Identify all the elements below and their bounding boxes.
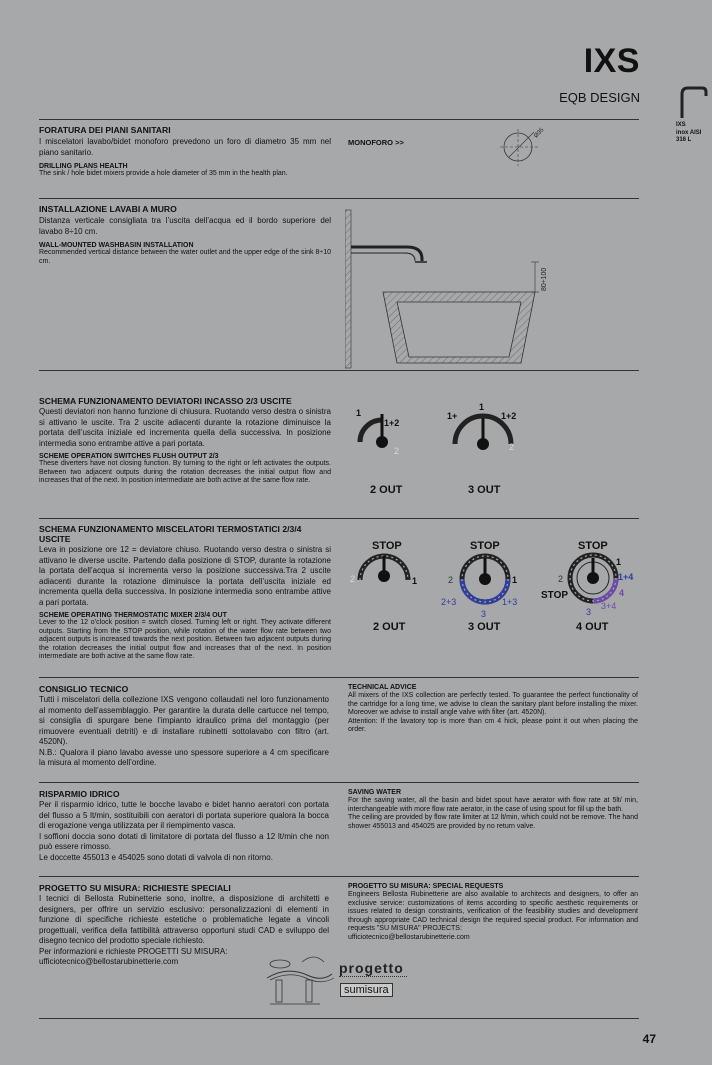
faucets-sketch-icon	[262, 950, 337, 1010]
dial-label: 1+4	[618, 572, 634, 582]
side-label-line: inox AISI	[676, 129, 702, 136]
advice-en-text: All mixers of the IXS collection are perfectly tested. To guarantee the perfect functionality of the cartridge for a long time, we advise to clean the sanitary plant before installing the mixer. Moreover we advise to install angle valve with filter (art. 4520N).	[348, 692, 638, 717]
thermo-2out-dial	[350, 536, 430, 596]
dial-label: 1	[512, 575, 518, 585]
dial-label: 3+4	[601, 601, 617, 611]
dial-label: 1+3	[502, 597, 518, 607]
custom-en-title: PROGETTO SU MISURA: SPECIAL REQUESTS	[348, 883, 504, 890]
thermostatic-en-text: Lever to the 12 o’clock position = switch closed. Turning left or right. They activate different outputs. Starting from the STOP position, while rotation of the water flow rate between two adjacent outputs is increased towards the next position. Between two adjacent outputs during the rotation decreases the initial output flow and increases that of the next. In position intermediate are both active at the same flow rate.	[39, 619, 331, 661]
drilling-title: FORATURA DEI PIANI SANITARI	[39, 125, 171, 135]
drilling-en-text: The sink / hole bidet mixers provide a hole diameter of 35 mm in the health plan.	[39, 170, 288, 177]
dial-label: 2+3	[441, 597, 457, 607]
logo-sumisura: sumisura	[340, 983, 393, 997]
divider	[39, 1018, 639, 1019]
diverters-en-text: These diverters have not closing function. By turning to the right or left activates the outputs. Between two adjacent outputs during the rotation decreases the initial output flow and increases that of the next. In position intermediate are both active at the same flow rate.	[39, 460, 331, 485]
custom-title: PROGETTO SU MISURA: RICHIESTE SPECIALI	[39, 883, 231, 893]
dial-label: 2	[509, 442, 515, 452]
dimension-label: 80÷100	[541, 267, 548, 291]
divider	[39, 119, 639, 120]
dial-label: 4	[619, 588, 625, 598]
dial-label: 1	[479, 402, 485, 412]
saving-section	[39, 789, 329, 863]
hole-diagram	[498, 126, 558, 170]
dial-label: 2	[558, 574, 564, 584]
faucet-icon	[676, 84, 710, 118]
saving-title: RISPARMIO IDRICO	[39, 789, 120, 799]
stop-label: STOP	[470, 540, 500, 552]
custom-text-2: Per informazioni e richieste PROGETTI SU MISURA:	[39, 946, 228, 956]
dial-label: 1+2	[384, 418, 400, 428]
dial-label: 2	[448, 575, 454, 585]
divider	[39, 518, 639, 519]
diverters-text: Questi deviatori non hanno funzione di chiusura. Ruotando verso destra o sinistra si attivano le uscite. Tra 2 uscite adiacenti durante la rotazione diminuisce la portata dell’uscita iniziale ed incrementa quella della successiva. In posizione intermedia sono entrambe attive a pari portata.	[39, 407, 331, 448]
stop-label: STOP	[372, 540, 402, 552]
diameter-label: Ø35	[533, 127, 546, 140]
divider	[39, 677, 639, 678]
saving-en-text: For the saving water, all the basin and bidet spout have aerator with flow rate at 5lt/ min, interchangeable with more flow rate aerator, in the case of using spout for fill up the bath.	[348, 797, 638, 813]
washbasin-text: Distanza verticale consigliata tra l’uscita dell’acqua ed il bordo superiore del lavabo 8÷10 cm.	[39, 216, 331, 236]
saving-en-section	[348, 789, 638, 831]
dial-label: 1+	[447, 411, 458, 421]
advice-text: Tutti i miscelatori della collezione IXS vengono collaudati nel loro funzionamento al momento dell’assemblaggio. Per garantire la durata delle cartucce nel tempo, si consiglia di spurgare bene l’impianto idraulico prima del montaggio (per rimuovere eventuali detriti) e di installare rubinetti sottolavabo con filtro (art. 4520N).	[39, 695, 329, 746]
dial-label: 2	[394, 446, 400, 456]
drilling-text: I miscelatori lavabo/bidet monoforo prevedono un foro di diametro 35 mm nel piano sanitario.	[39, 137, 331, 157]
diverters-title: SCHEMA FUNZIONAMENTO DEVIATORI INCASSO 2/3 USCITE	[39, 396, 292, 406]
diverter-2out-dial	[350, 400, 420, 462]
advice-text-2: N.B.: Qualora il piano lavabo avesse uno spessore superiore a 4 cm specificare la misura al momento dell’ordine.	[39, 747, 329, 767]
stop-label: STOP	[541, 590, 569, 601]
diverters-en-title: SCHEME OPERATION SWITCHES FLUSH OUTPUT 2/3	[39, 453, 219, 460]
monoforo-label: MONOFORO >>	[348, 138, 404, 147]
dial-label: 1	[412, 576, 418, 586]
stop-label: STOP	[578, 540, 608, 552]
advice-en-title: TECHNICAL ADVICE	[348, 684, 417, 691]
dial-label: 2	[350, 574, 356, 584]
dial-label: 3	[586, 607, 592, 617]
thermo-3out-label: 3 OUT	[468, 621, 501, 633]
diverters-section	[39, 396, 331, 486]
thermostatic-section	[39, 524, 331, 662]
advice-en-section	[348, 684, 638, 735]
washbasin-title: INSTALLAZIONE LAVABI A MURO	[39, 204, 177, 214]
washbasin-en-title: WALL-MOUNTED WASHBASIN INSTALLATION	[39, 242, 194, 249]
saving-text-3: Le doccette 455013 e 454025 sono dotati di valvola di non ritorno.	[39, 852, 273, 862]
drilling-section	[39, 125, 331, 179]
custom-en-text: Engineers Bellosta Rubinetterie are also available to architects and designers, to offer an exclusive service: customizations of items according to specific aesthetic requirements or issues related to design constraints, verification of the feasibility studies and development through appropriate CAD technical design the required special product. For information and requests "SU MISURA" PROJECTS:	[348, 891, 638, 933]
saving-text-2: I soffioni doccia sono dotati di limitatore di portata del flusso a 12 lt/min che non può essere rimosso.	[39, 831, 329, 851]
thermo-4out-dial	[538, 536, 648, 620]
drilling-en-title: DRILLING PLANS HEALTH	[39, 163, 128, 170]
brand-subtitle: EQB DESIGN	[559, 90, 640, 105]
thermo-3out-dial	[440, 536, 530, 620]
saving-en-text-2: The ceiling are provided by flow rate limiter at 12 lt/min, which could not be remove. The hand shower 455013 and 454025 are provided by no return valve.	[348, 814, 638, 830]
thermostatic-text: Leva in posizione ore 12 = deviatore chiuso. Ruotando verso destra o sinistra si attivano le diverse uscite. Partendo dalla posizione di STOP, durante la rotazione la portata dell’acqua si incrementa verso la posizione successiva.Tra 2 uscite adiacenti durante la rotazione diminuisce la portata dell’uscita iniziale ed incrementa quella della successiva. In posizione intermedia sono entrambe attive a pari portata.	[39, 545, 331, 607]
logo-progetto: progetto	[339, 960, 404, 976]
custom-email[interactable]: ufficiotecnico@bellostarubinetterie.com	[39, 957, 179, 966]
dial-label: 1+2	[501, 411, 517, 421]
thermostatic-en-title: SCHEME OPERATING THERMOSTATIC MIXER 2/3/4 OUT	[39, 612, 227, 619]
dial-label: 3	[481, 609, 487, 619]
brand-title: IXS	[583, 42, 640, 80]
divider	[39, 198, 639, 199]
washbasin-en-text: Recommended vertical distance between the water outlet and the upper edge of the sink 8÷10 cm.	[39, 249, 331, 265]
custom-en-section	[348, 883, 638, 943]
saving-text: Per il risparmio idrico, tutte le bocche lavabo e bidet hanno aeratori con portata del flusso a 5 lt/min, sostituibili con aeratori di portata superiore qualora la bocca di erogazione venga utilizzata per il riempimento vasca.	[39, 800, 329, 830]
side-label-line: 316 L	[676, 137, 692, 143]
saving-en-title: SAVING WATER	[348, 789, 402, 796]
custom-text: I tecnici di Bellosta Rubinetterie sono, inoltre, a disposizione di architetti e designers, per offrire un servizio esclusivo: personalizzazioni di elementi in funzione di specifiche richieste estetiche o problematiche legate a vincoli progettuali, verifica della fattibilità attraverso opportuni studi CAD e sviluppo del disegno tecnico del prodotto speciale richiesto.	[39, 894, 329, 945]
washbasin-diagram	[345, 205, 555, 370]
divider	[39, 782, 639, 783]
custom-en-email[interactable]: ufficiotecnico@bellostarubinetterie.com	[348, 933, 470, 941]
diverter-3out-dial	[445, 400, 525, 460]
side-label	[676, 122, 701, 145]
page-number: 47	[642, 1032, 656, 1046]
divider	[39, 370, 639, 371]
diverter-2out-label: 2 OUT	[370, 484, 403, 496]
dial-label: 1	[616, 557, 622, 567]
divider	[39, 876, 639, 877]
advice-section	[39, 684, 329, 769]
side-label-line: IXS	[676, 122, 686, 128]
thermo-4out-label: 4 OUT	[576, 621, 609, 633]
dial-label: 1	[356, 408, 362, 418]
advice-title: CONSIGLIO TECNICO	[39, 684, 129, 694]
diverter-3out-label: 3 OUT	[468, 484, 501, 496]
advice-en-text-2: Attention: If the lavatory top is more than cm 4 hick, please point it out when placing the order.	[348, 717, 638, 734]
thermo-2out-label: 2 OUT	[373, 621, 406, 633]
logo-divider	[339, 976, 407, 977]
thermostatic-title: SCHEMA FUNZIONAMENTO MISCELATORI TERMOSTATICI 2/3/4 USCITE	[39, 524, 302, 544]
washbasin-section	[39, 204, 331, 266]
